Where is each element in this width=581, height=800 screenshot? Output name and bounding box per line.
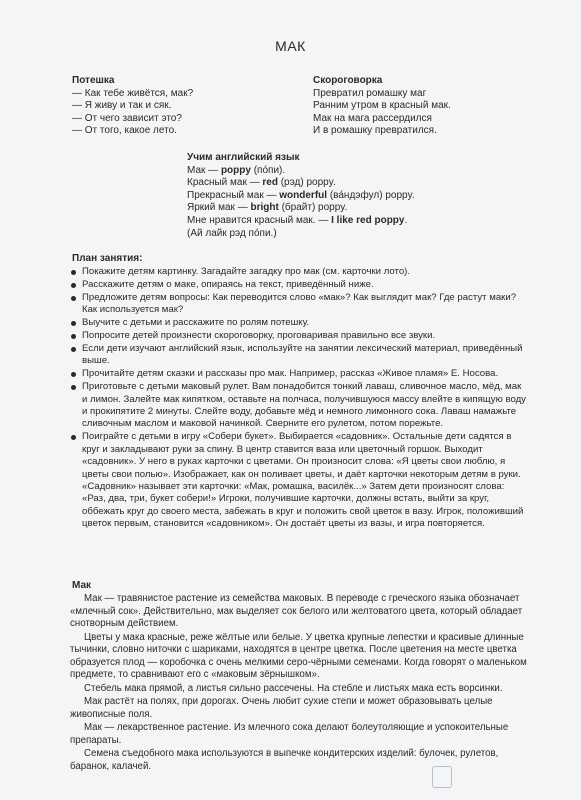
tongue-twister-line: Ранним утром в красный мак.	[313, 100, 451, 112]
plan-item: Выучите с детьми и расскажите по ролям потешку.	[68, 317, 528, 329]
article-paragraph: Мак растёт на полях, при дорогах. Очень любит сухие степи и может образовывать целые живописные поля.	[70, 696, 493, 720]
plan-item: Расскажите детям о маке, опираясь на текст, приведённый ниже.	[68, 279, 528, 291]
tongue-twister-block	[313, 75, 451, 138]
plan-heading: План занятия:	[72, 253, 143, 264]
english-line: Мак — poppy (по́пи).	[187, 164, 286, 176]
tongue-twister-line: И в ромашку превратился.	[313, 125, 437, 137]
plan-item: Приготовьте с детьми маковый рулет. Вам понадобится тонкий лаваш, сливочное масло, мёд, мак и лимон. Залейте мак кипятком, оставьте на полчаса, получившуюся массу влейте в кипящую воду и прокипятите 2 минуты. Слейте воду, добавьте мёд и немного лимонного сока. Лаваш намажьте сливочным маслом и маковой начинкой. Сверните его рулетом, потом порежьте.	[68, 381, 528, 431]
english-line: Мне нравится красный мак. — I like red poppy.	[187, 214, 408, 226]
english-block	[187, 152, 415, 240]
english-heading: Учим английский язык	[187, 152, 300, 163]
english-line: Яркий мак — bright (брайт) poppy.	[187, 202, 348, 214]
article-paragraph: Цветы у мака красные, реже жёлтые или белые. У цветка крупные лепестки и красивые длинные тычинки, словно ниточки с шариками, находятся в центре цветка. После цветения на месте цветка образуется плод — коробочка с очень мелкими серо-чёрными семенами. Когда говорят о маленьком предмете, то сравнивают его с «маковым зёрнышком».	[70, 631, 527, 680]
poem-line: — Я живу и так и сяк.	[72, 100, 172, 112]
page-title: МАК	[275, 38, 306, 54]
english-line: (Ай лайк рэд по́пи.)	[187, 227, 277, 239]
tongue-twister-line: Превратил ромашку маг	[313, 87, 427, 99]
plan-item: Попросите детей произнести скороговорку, проговаривая правильно все звуки.	[68, 330, 528, 342]
article-paragraph: Стебель мака прямой, а листья сильно рассечены. На стебле и листьях мака есть ворсинки.	[84, 682, 503, 694]
article-paragraph: Мак — травянистое растение из семейства маковых. В переводе с греческого языка обозначает «млечный сок». Действительно, мак выделяет сок белого или желтоватого цвета, который обладает снотворным действием.	[70, 593, 523, 629]
section-heading: Мак	[72, 580, 92, 591]
poem-line: — От того, какое лето.	[72, 125, 177, 137]
tongue-twister-line: Мак на мага рассердился	[313, 112, 432, 124]
article-paragraph: Мак — лекарственное растение. Из млечного сока делают болеутоляющие и успокоительные препараты.	[70, 722, 509, 746]
article-body	[70, 593, 532, 774]
plan-list	[68, 266, 528, 531]
watermark-logo-icon	[432, 766, 452, 788]
tongue-twister-heading: Скороговорка	[313, 75, 383, 86]
plan-item: Поиграйте с детьми в игру «Собери букет». Выбирается «садовник». Остальные дети садятся в круг и закладывают руки за спину. В центр ставится ваза или цветочный горшок. Выходит «садовник». У него в руках карточки с цветами. Он произносит слова: «Я цветы свои люблю, я цветы свои полью». Изображает, как он поливает цветы, и даёт карточки некоторым детям в руки. «Садовник» называет эти карточки: «Мак, ромашка, василёк...» Затем дети произносят слова: «Раз, два, три, букет собери!» Игроки, получившие карточки, должны встать, выйти за круг, оббежать круг до своего места, забежать в круг и положить свой цветок в вазу. Игрок, положивший цветок первым, становится «садовником». Он достаёт цветы из вазы, и игра повторяется.	[68, 431, 528, 530]
poem-block	[72, 75, 193, 138]
poem-line: — От чего зависит это?	[72, 112, 182, 124]
plan-item: Прочитайте детям сказки и рассказы про мак. Например, рассказ «Живое пламя» Е. Носова.	[68, 368, 528, 380]
article-paragraph: Семена съедобного мака используются в выпечке кондитерских изделий: булочек, рулетов, баранок, калачей.	[70, 748, 499, 772]
plan-item: Предложите детям вопросы: Как переводится слово «мак»? Как выглядит мак? Где растут маки? Как используется мак?	[68, 292, 528, 317]
poem-heading: Потешка	[72, 75, 115, 86]
plan-item: Покажите детям картинку. Загадайте загадку про мак (см. карточки лото).	[68, 266, 528, 278]
english-line: Красный мак — red (рэд) poppy.	[187, 177, 336, 189]
poem-line: — Как тебе живётся, мак?	[72, 87, 194, 99]
plan-item: Если дети изучают английский язык, используйте на занятии лексический материал, приведённый выше.	[68, 343, 528, 368]
english-line: Прекрасный мак — wonderful (ва́ндэфул) poppy.	[187, 189, 415, 201]
